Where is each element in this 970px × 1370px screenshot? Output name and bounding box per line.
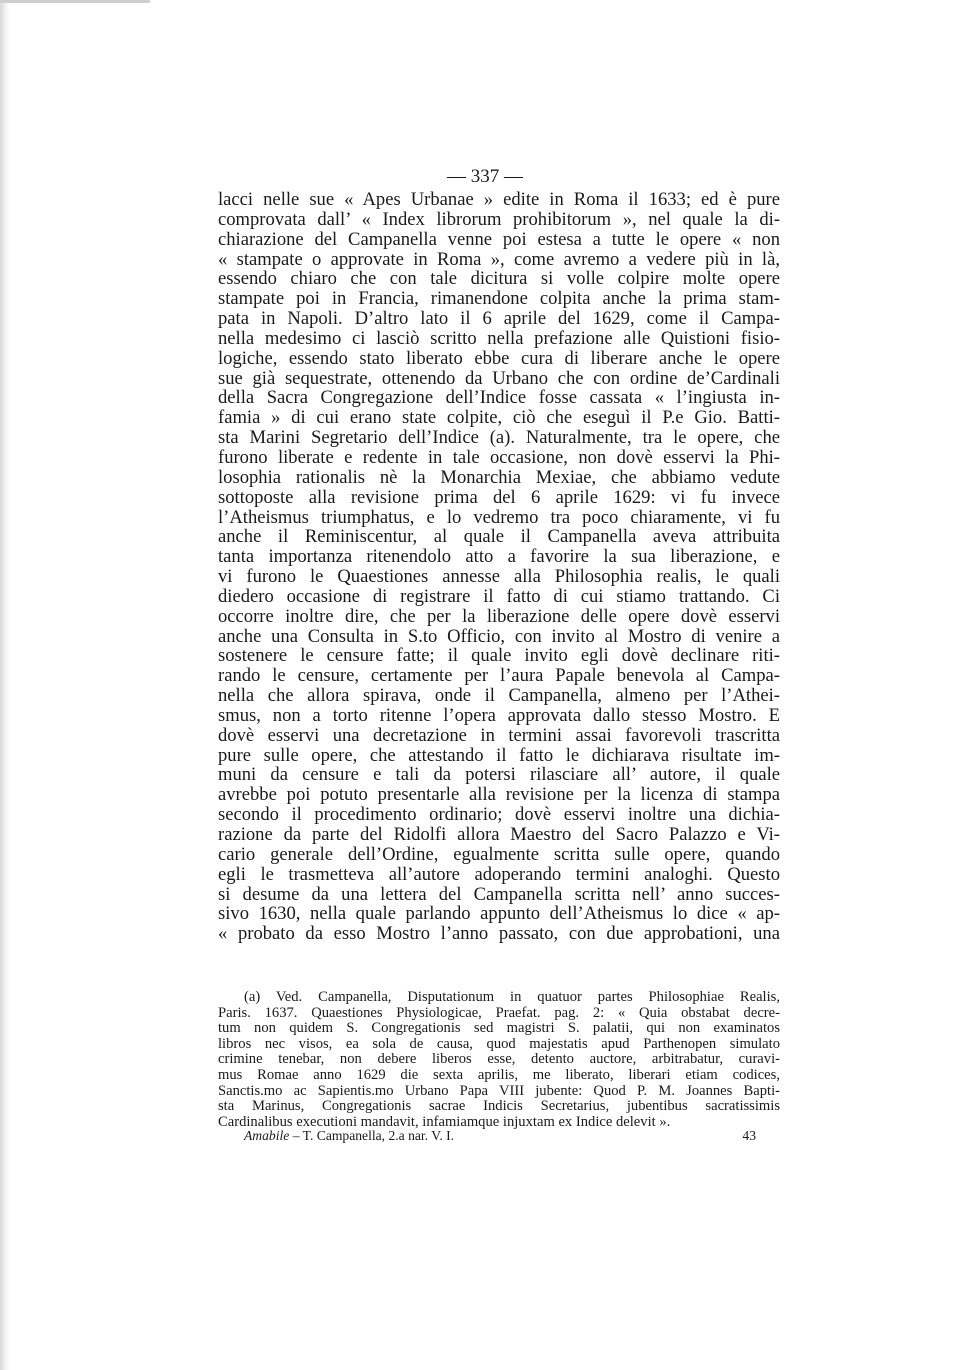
- text-line: vi furono le Quaestiones annesse alla Philosophia realis, le quali: [218, 566, 780, 588]
- text-line: famia » di cui erano state colpite, ciò che eseguì il P.e Gio. Batti-: [218, 407, 780, 429]
- text-line: « probato da esso Mostro l’anno passato, con due approbationi, una: [218, 923, 780, 945]
- text-line: furono liberate e redente in tale occasione, non dovè esservi la Phi-: [218, 446, 780, 468]
- footnote-line: (a) Ved. Campanella, Disputationum in quatuor partes Philosophiae Realis,: [244, 989, 780, 1005]
- text-line: tanta importanza ritenendolo atto a favorire la sua liberazione, e: [218, 546, 780, 568]
- text-line: anche il Reminiscentur, al quale il Campanella aveva attribuita: [218, 526, 780, 548]
- text-line: cario generale dell’Ordine, egualmente scritta sulle opere, quando: [218, 843, 780, 865]
- text-line: nella medesimo ci lasciò scritto nella prefazione alle Quistioni fisio-: [218, 327, 780, 349]
- footnote-line: Cardinalibus executioni mandavit, infamiamque injuxtam ex Indice delevit ».: [218, 1113, 671, 1130]
- text-line: comprovata dall’ « Index librorum prohibitorum », nel quale la di-: [218, 208, 780, 230]
- signature-author: Amabile: [244, 1128, 290, 1143]
- text-line: sivo 1630, nella quale parlando appunto dell’Atheismus lo dice « ap-: [218, 903, 780, 925]
- scan-top-edge: [0, 0, 150, 3]
- footnote-line: crimine tenebar, non debere liberos esse, detento auctore, arbitrabatur, curavi-: [218, 1051, 780, 1068]
- text-line: pure sulle opere, che attestando il fatto le dichiarava risultate im-: [218, 744, 780, 766]
- text-line: muni da censure e tali da potersi rilasciare all’ autore, il quale: [218, 764, 780, 786]
- footnote-line: tum non quidem S. Congregationis sed magistri S. palatii, qui non examinatos: [218, 1020, 780, 1037]
- text-line: logiche, essendo stato liberato ebbe cura di liberare anche le opere: [218, 347, 780, 369]
- footnote-line: libros nec visos, ea sola de causa, quod majestatis apud Parthenopen simulato: [218, 1035, 780, 1052]
- text-line: occorre inoltre dire, che per la liberazione delle opere dovè esservi: [218, 605, 780, 627]
- text-line: lacci nelle sue « Apes Urbanae » edite in Roma il 1633; ed è pure: [218, 189, 780, 210]
- footnote-line: mus Romae anno 1629 die sexta aprilis, me liberato, liberari etiam codices,: [218, 1066, 780, 1083]
- text-line: chiarazione del Campanella venne poi estesa a tutte le opere « non: [218, 228, 780, 250]
- text-line: l’Atheismus triumphatus, e lo vedremo tra poco chiaramente, vi fu: [218, 506, 780, 528]
- text-line: egli le trasmetteva all’autore adoperando termini analoghi. Questo: [218, 863, 780, 885]
- text-line: anche una Consulta in S.to Officio, con invito al Mostro di venire a: [218, 625, 780, 647]
- footnote-line: Sanctis.mo ac Sapientis.mo Urbano Papa VIII jubente: Quod P. M. Joannes Bapti-: [218, 1082, 780, 1099]
- text-line: secondo il procedimento ordinario; dovè esservi inoltre una dichia-: [218, 804, 780, 826]
- text-line: sottoposte alla revisione prima del 6 aprile 1629: vi fu invece: [218, 486, 780, 508]
- text-line: stampate poi in Francia, rimanendone colpita anche la prima stam-: [218, 288, 780, 310]
- footnote-line: Paris. 1637. Quaestiones Physiologicae, Praefat. pag. 2: « Quia obstabat decre-: [218, 1004, 780, 1021]
- text-line: losophia rationalis nè la Monarchia Mexiae, che abbiamo vedute: [218, 466, 780, 488]
- signature-line: [244, 1128, 756, 1144]
- text-line: diedero occasione di registrare il fatto di cui stiamo trattando. Ci: [218, 585, 780, 607]
- text-line: dovè esservi una decretazione in termini assai favorevoli trascritta: [218, 724, 780, 746]
- text-line: si desume da una lettera del Campanella scritta nell’ anno succes-: [218, 883, 780, 905]
- text-line: essendo chiaro che con tale dicitura si volle colpire molte opere: [218, 268, 780, 290]
- main-text-block: [218, 190, 780, 944]
- footnote-line: sta Marinus, Congregationis sacrae Indicis Secretarius, jubentibus sacratissimis: [218, 1098, 780, 1115]
- text-line: sostenere le censure fatte; il quale invito egli dovè declinare riti-: [218, 645, 780, 667]
- text-line: avrebbe poi potuto presentarle alla revisione per la licenza di stampa: [218, 784, 780, 806]
- signature-sheet-number: 43: [742, 1128, 756, 1143]
- text-line: « stampate o approvate in Roma », come avremo a vedere più in là,: [218, 248, 780, 270]
- text-line: razione da parte del Ridolfi allora Maestro del Sacro Palazzo e Vi-: [218, 824, 780, 845]
- text-line: nella che allora spirava, onde il Campanella, almeno per l’Athei-: [218, 685, 780, 707]
- text-line: pata in Napoli. D’altro lato il 6 aprile del 1629, come il Campa-: [218, 308, 780, 330]
- footnote-block: [218, 990, 780, 1130]
- page-number: — 337 —: [447, 166, 523, 187]
- signature-title: [244, 1128, 454, 1144]
- text-line: sta Marini Segretario dell’Indice (a). Naturalmente, tra le opere, che: [218, 427, 780, 449]
- signature-work: – T. Campanella, 2.a nar. V. I.: [289, 1128, 455, 1143]
- text-line: della Sacra Congregazione dell’Indice fosse cassata « l’ingiusta in-: [218, 387, 780, 409]
- text-line: smus, non a torto ritenne l’opera approvata dallo stesso Mostro. E: [218, 704, 780, 726]
- text-line: sue già sequestrate, ottenendo da Urbano che con ordine de’Cardinali: [218, 367, 780, 389]
- scan-edge-shadow: [0, 0, 10, 1370]
- text-line: rando le censure, certamente per l’aura Papale benevola al Campa-: [218, 665, 780, 687]
